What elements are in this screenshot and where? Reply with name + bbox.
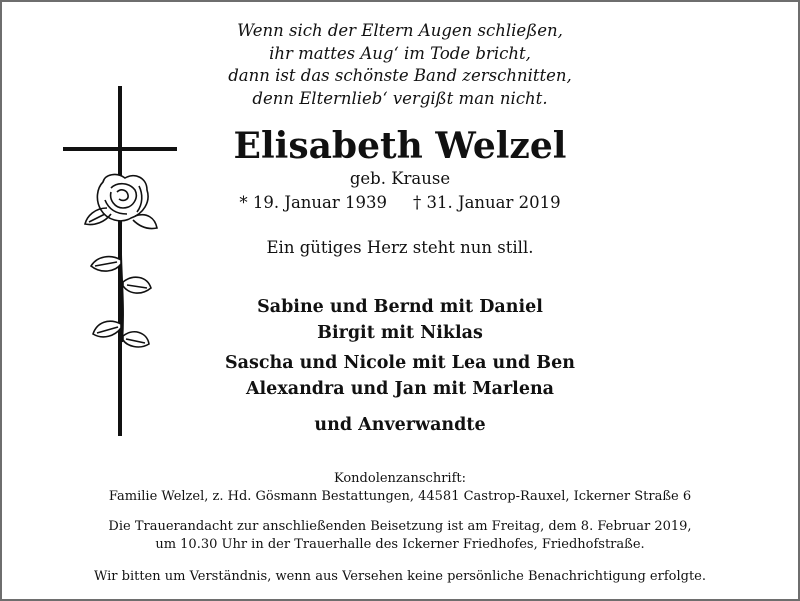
relatives-line: und Anverwandte [314, 415, 486, 435]
deceased-name: Elisabeth Welzel [233, 125, 567, 167]
mourner-line: Sascha und Nicole mit Lea und Ben [225, 353, 575, 373]
mourner-line: Sabine und Bernd mit Daniel [257, 297, 543, 317]
poem-line: Wenn sich der Eltern Augen schließen, [237, 21, 563, 40]
poem-line: denn Elternlieb‘ vergißt man nicht. [252, 88, 548, 108]
condolence-label: Kondolenzanschrift: [333, 471, 467, 486]
mourner-line: Alexandra und Jan mit Marlena [245, 378, 555, 399]
mourners-list [150, 295, 650, 402]
service-info [40, 518, 760, 554]
service-line: um 10.30 Uhr in der Trauerhalle des Ickerner Friedhofes, Friedhofstraße. [155, 537, 645, 552]
memorial-quote: Ein gütiges Herz steht nun still. [266, 238, 534, 257]
memorial-poem [200, 20, 600, 110]
notification-notice: Wir bitten um Verständnis, wenn aus Versehen keine persönliche Benachrichtigung erfolgte. [93, 569, 706, 584]
service-line: Die Trauerandacht zur anschließenden Beisetzung ist am Freitag, dem 8. Februar 2019, [108, 519, 692, 534]
condolence-address [40, 470, 760, 506]
mourner-line: Birgit mit Niklas [317, 322, 483, 343]
death-date: † 31. Januar 2019 [413, 193, 561, 212]
poem-line: ihr mattes Aug‘ im Tode bricht, [269, 43, 531, 63]
poem-line: dann ist das schönste Band zerschnitten, [228, 66, 572, 85]
birth-name: geb. Krause [349, 169, 451, 188]
birth-date: * 19. Januar 1939 [239, 193, 387, 212]
condolence-address-line: Familie Welzel, z. Hd. Gösmann Bestattungen, 44581 Castrop-Rauxel, Ickerner Straße 6 [108, 489, 692, 504]
life-dates [200, 192, 600, 214]
